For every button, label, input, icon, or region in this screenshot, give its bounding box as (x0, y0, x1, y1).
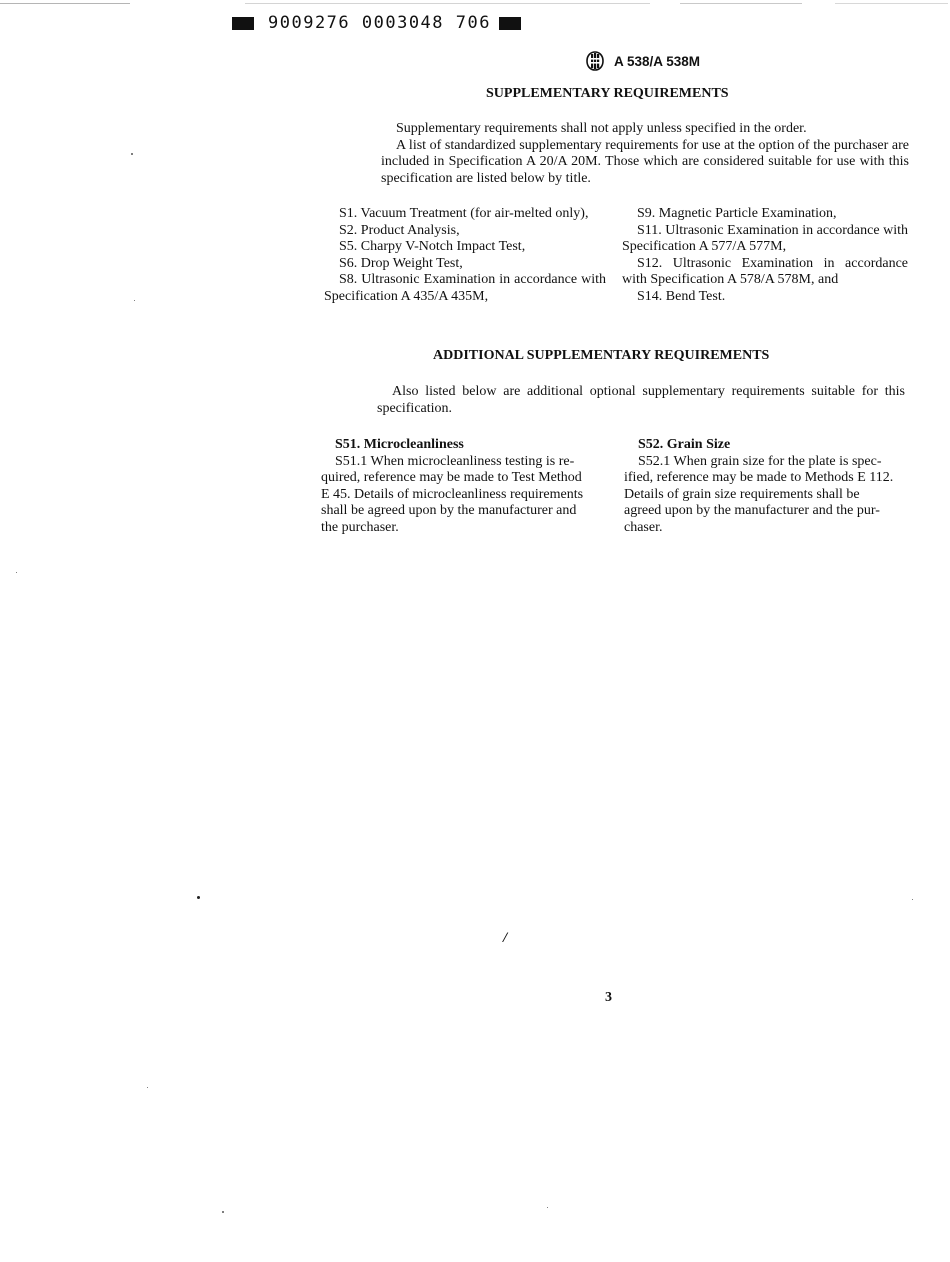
text-line: ified, reference may be made to Methods E 112. (624, 470, 894, 485)
supplementary-list-right (622, 206, 908, 305)
barcode-block (232, 17, 254, 30)
list-item: S2. Product Analysis, (339, 222, 460, 238)
scan-speck (131, 153, 133, 155)
scan-speck (197, 896, 200, 899)
list-item: S12. Ultrasonic Examination in accordance with Specification A 578/A 578M, and (622, 255, 908, 287)
additional-title: ADDITIONAL SUPPLEMENTARY REQUIREMENTS (433, 348, 770, 363)
scan-edge-line (835, 3, 948, 4)
s52-section (624, 437, 908, 536)
s51-heading: S51. Microcleanliness (335, 437, 464, 452)
barcode-text: 9009276 0003048 706 (268, 13, 491, 33)
list-item: S14. Bend Test. (637, 288, 726, 304)
designation: A 538/A 538M (614, 53, 701, 69)
s51-section (321, 437, 605, 536)
scan-barcode (232, 12, 521, 34)
list-item: S9. Magnetic Particle Examination, (637, 206, 837, 221)
s52-body (624, 454, 908, 537)
list-item: S11. Ultrasonic Examination in accordance with Specification A 577/A 577M, (622, 222, 908, 254)
supplementary-title: SUPPLEMENTARY REQUIREMENTS (486, 86, 729, 101)
document-header (584, 50, 700, 72)
stray-mark: / (503, 930, 508, 946)
supplementary-list-left (324, 206, 606, 305)
text-line: shall be agreed upon by the manufacturer and (321, 503, 577, 518)
barcode-block (499, 17, 521, 30)
scan-speck (912, 899, 913, 900)
text-line: quired, reference may be made to Test Method (321, 470, 582, 485)
text-line: chaser. (624, 519, 663, 535)
list-item: S5. Charpy V-Notch Impact Test, (339, 239, 526, 254)
list-item: S6. Drop Weight Test, (339, 255, 463, 271)
additional-intro: Also listed below are additional optional supplementary requirements suitable for this specification. (377, 384, 905, 416)
scan-speck (147, 1087, 148, 1088)
intro-paragraph: Supplementary requirements shall not apply unless specified in the order. (396, 121, 807, 136)
scan-edge-line (245, 3, 650, 4)
s52-heading: S52. Grain Size (638, 437, 731, 452)
scan-edge-line (0, 3, 130, 4)
list-item: S1. Vacuum Treatment (for air-melted only), (339, 206, 589, 221)
text-line: agreed upon by the manufacturer and the pur- (624, 503, 880, 518)
scan-edge-line (680, 3, 802, 4)
supplementary-intro (381, 121, 909, 187)
scan-speck (222, 1211, 224, 1213)
text-line: the purchaser. (321, 519, 399, 535)
intro-paragraph: A list of standardized supplementary requirements for use at the option of the purchaser are included in Specification A 20/A 20M. Those which are considered suitable for use with this specification are listed below by title. (381, 137, 909, 186)
scan-speck (16, 572, 17, 573)
text-line: Details of grain size requirements shall be (624, 486, 860, 502)
s51-body (321, 454, 605, 537)
text-line: S52.1 When grain size for the plate is spec- (638, 453, 882, 469)
astm-logo-icon (584, 50, 606, 72)
text-line: E 45. Details of microcleanliness requirements (321, 486, 584, 502)
scan-speck (134, 300, 135, 301)
scan-speck (547, 1207, 548, 1208)
text-line: S51.1 When microcleanliness testing is re- (335, 453, 575, 469)
page-number: 3 (605, 990, 612, 1005)
list-item: S8. Ultrasonic Examination in accordance with Specification A 435/A 435M, (324, 272, 606, 304)
